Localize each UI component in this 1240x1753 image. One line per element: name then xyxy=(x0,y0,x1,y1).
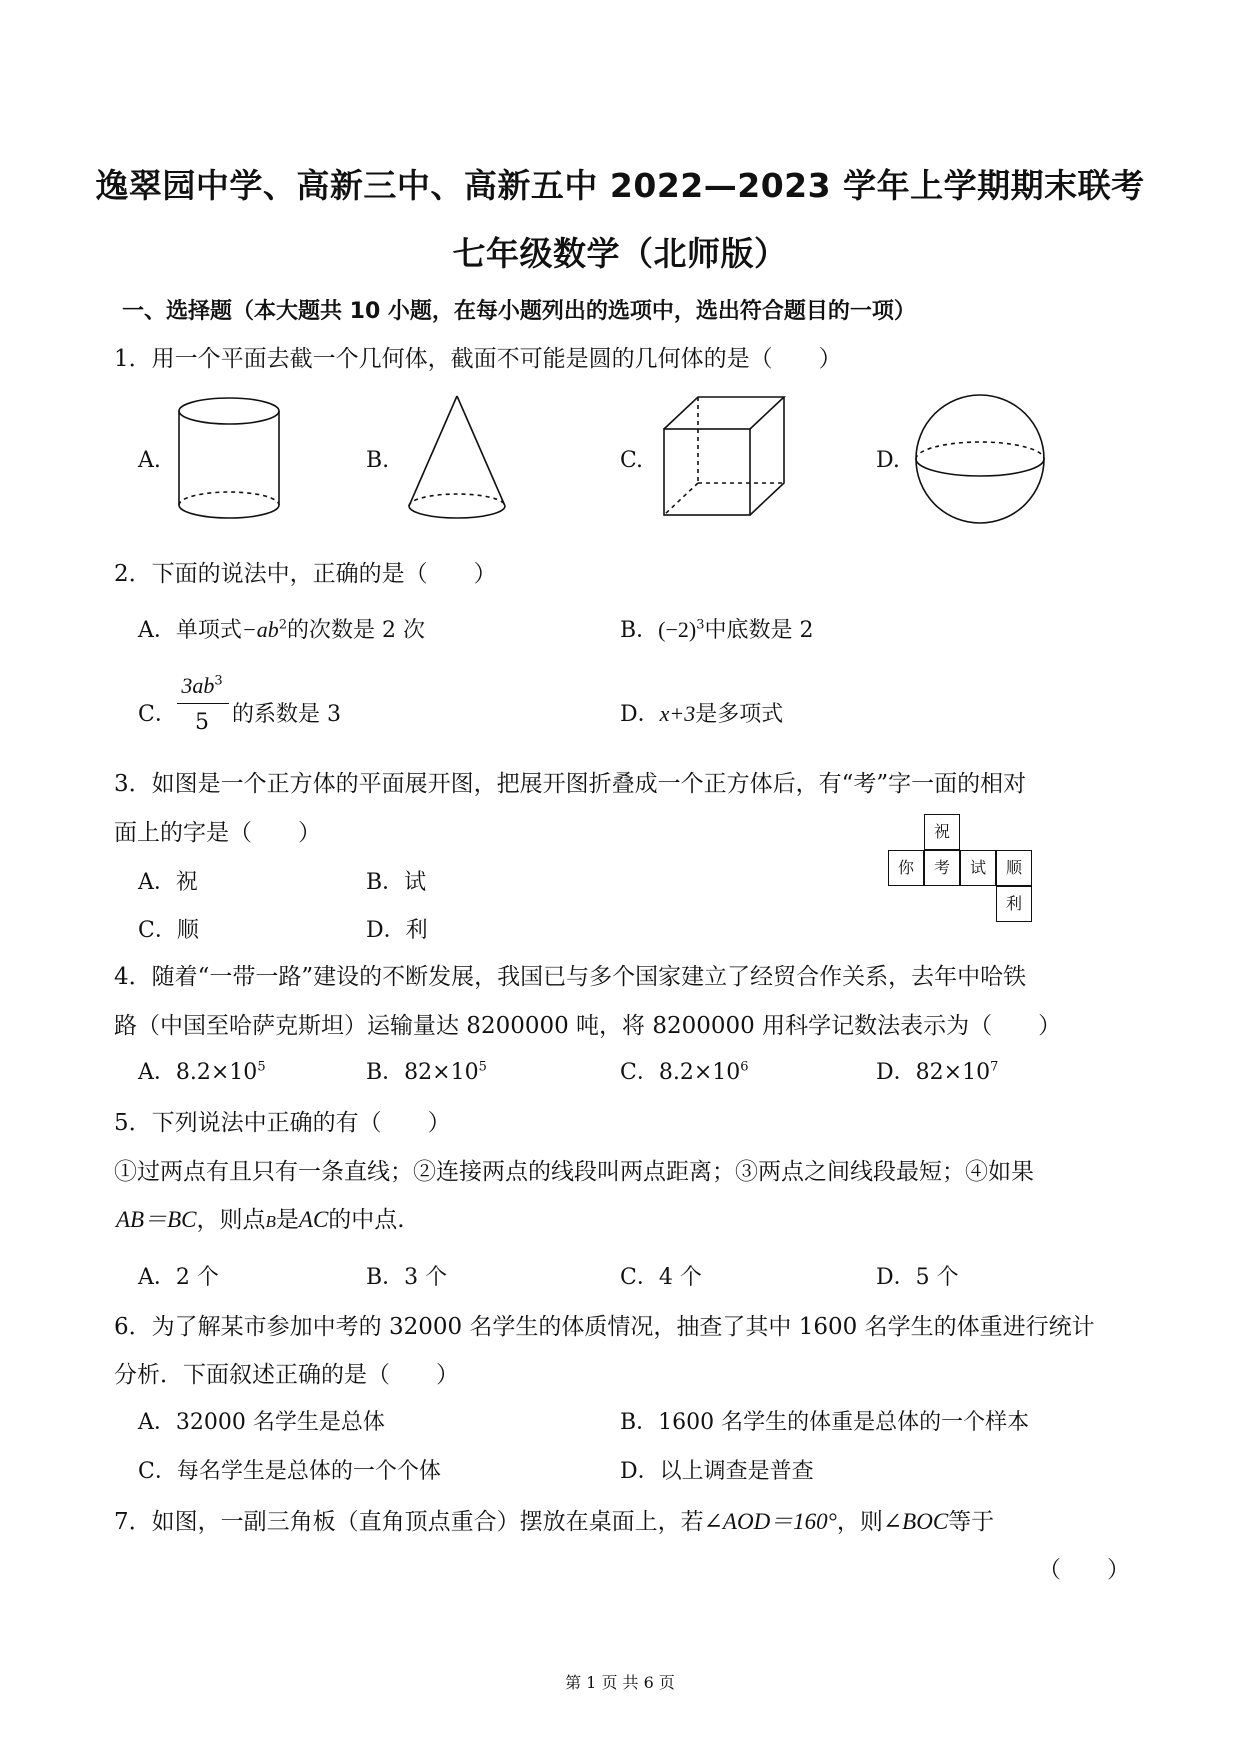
q3-option-a: A．祝 xyxy=(138,870,198,895)
page-footer: 第 1 页 共 6 页 xyxy=(565,1673,675,1692)
q6-option-b: B．1600 名学生的体重是总体的一个样本 xyxy=(620,1410,1030,1435)
q7-math-aod: ∠AOD＝160° xyxy=(703,1509,837,1534)
question-5-statements-line2 xyxy=(116,1201,405,1234)
q2-d-math: x+3 xyxy=(659,701,696,726)
q3-option-d: D．利 xyxy=(366,918,428,943)
q4-option-d xyxy=(876,1055,998,1086)
q3-option-b: B．试 xyxy=(366,870,427,895)
q5-option-c: C．4 个 xyxy=(620,1265,702,1290)
q4-d-label: D．82×10 xyxy=(876,1060,991,1085)
q2-a-exponent: 2 xyxy=(278,617,288,633)
q2-option-d xyxy=(620,697,783,728)
question-6-stem-line2: 分析．下面叙述正确的是（ ） xyxy=(114,1362,459,1388)
question-3-stem-line1: 3．如图是一个正方体的平面展开图，把展开图折叠成一个正方体后，有“考”字一面的相对 xyxy=(114,771,1027,797)
q5-math-ab-bc: AB＝BC xyxy=(116,1207,197,1232)
q6-option-c: C．每名学生是总体的一个个体 xyxy=(138,1459,441,1484)
net-cell-bottom: 利 xyxy=(996,886,1032,922)
q2-option-b xyxy=(620,613,814,644)
q4-b-exponent: 5 xyxy=(478,1059,487,1075)
q4-a-exponent: 5 xyxy=(257,1059,266,1075)
q2-b-math: (−2) xyxy=(658,617,697,642)
q2-c-fraction-bar xyxy=(177,703,229,704)
q7-pre: 7．如图，一副三角板（直角顶点重合）摆放在桌面上，若 xyxy=(114,1509,704,1535)
q2-c-label: C． xyxy=(138,702,177,727)
question-4-stem-line1: 4．随着“一带一路”建设的不断发展，我国已与多个国家建立了经贸合作关系，去年中哈铁 xyxy=(114,964,1027,990)
q7-math-boc: ∠BOC xyxy=(882,1509,949,1534)
q5-option-d: D．5 个 xyxy=(876,1265,959,1290)
q5-option-b: B．3 个 xyxy=(366,1265,448,1290)
q1-option-b-label: B. xyxy=(366,448,390,473)
question-6-stem-line1: 6．为了解某市参加中考的 32000 名学生的体质情况，抽查了其中 1600 名学生的体重进行统计 xyxy=(114,1314,1095,1340)
q4-option-a xyxy=(138,1055,266,1086)
q3-option-c: C．顺 xyxy=(138,918,199,943)
q2-c-num-exponent: 3 xyxy=(214,673,223,689)
q2-c-denominator: 5 xyxy=(195,710,209,735)
q2-a-label: A．单项式 xyxy=(138,618,242,643)
q5-math-ac: AC xyxy=(298,1207,329,1232)
question-5-statements-line1: ①过两点有且只有一条直线；②连接两点的线段叫两点距离；③两点之间线段最短；④如果 xyxy=(114,1159,1034,1185)
question-2-stem: 2．下面的说法中，正确的是（ ） xyxy=(114,561,497,587)
net-cell-row-2: 考 xyxy=(924,850,960,886)
q4-option-c xyxy=(620,1055,749,1086)
q7-tail: 等于 xyxy=(948,1509,995,1535)
q5-mid: ，则点 xyxy=(196,1207,266,1233)
q5-option-a: A．2 个 xyxy=(138,1265,219,1290)
q7-mid: ，则 xyxy=(836,1509,883,1535)
q2-c-numerator xyxy=(176,673,228,699)
q2-c-tail: 的系数是 3 xyxy=(232,702,341,727)
q2-b-exponent: 3 xyxy=(696,617,705,633)
q2-d-label: D． xyxy=(620,702,660,727)
sphere-figure xyxy=(912,393,1052,528)
q2-option-a xyxy=(138,613,425,644)
q2-c-num: 3ab xyxy=(181,673,215,698)
net-cell-row-1: 你 xyxy=(888,850,924,886)
q4-option-b xyxy=(366,1055,487,1086)
q2-b-label: B． xyxy=(620,618,659,643)
question-3-stem-line2: 面上的字是（ ） xyxy=(114,820,321,846)
q4-c-exponent: 6 xyxy=(740,1059,749,1075)
page-title: 逸翠园中学、高新三中、高新五中 2022—2023 学年上学期期末联考 xyxy=(95,166,1145,205)
cylinder-figure xyxy=(175,395,285,525)
q4-d-exponent: 7 xyxy=(990,1059,999,1075)
net-empty xyxy=(1032,886,1068,922)
q4-b-label: B．82×10 xyxy=(366,1060,479,1085)
q1-option-c-label: C. xyxy=(620,448,644,473)
q6-option-d: D．以上调查是普查 xyxy=(620,1459,814,1484)
q5-math-b: B xyxy=(265,1212,276,1231)
q4-c-label: C．8.2×10 xyxy=(620,1060,741,1085)
net-cell-row-4: 顺 xyxy=(996,850,1032,886)
q2-a-math: −ab xyxy=(241,617,279,642)
q2-d-tail: 是多项式 xyxy=(695,702,784,727)
q1-option-a-label: A. xyxy=(138,448,161,473)
q5-tail: 的中点. xyxy=(328,1207,405,1233)
q1-option-d-label: D. xyxy=(876,448,900,473)
question-5-stem: 5．下列说法中正确的有（ ） xyxy=(114,1110,451,1136)
q7-answer-paren: （ ） xyxy=(1038,1557,1130,1583)
q6-option-a: A．32000 名学生是总体 xyxy=(138,1410,385,1435)
q2-a-tail: 的次数是 2 次 xyxy=(287,618,426,643)
net-cell-top: 祝 xyxy=(924,814,960,850)
cube-figure xyxy=(660,393,790,528)
question-7-stem xyxy=(114,1503,994,1536)
question-1-stem: 1．用一个平面去截一个几何体，截面不可能是圆的几何体的是（ ） xyxy=(114,346,842,372)
net-cell-row-3: 试 xyxy=(960,850,996,886)
cone-figure xyxy=(405,392,515,527)
section-heading: 一、选择题（本大题共 10 小题，在每小题列出的选项中，选出符合题目的一项） xyxy=(122,299,916,324)
q2-b-tail: 中底数是 2 xyxy=(704,618,814,643)
q4-a-label: A．8.2×10 xyxy=(138,1060,258,1085)
q5-mid2: 是 xyxy=(275,1207,299,1233)
page-subtitle: 七年级数学（北师版） xyxy=(452,234,788,273)
question-4-stem-line2: 路（中国至哈萨克斯坦）运输量达 8200000 吨，将 8200000 用科学记数法表示为（ ） xyxy=(114,1013,1062,1039)
